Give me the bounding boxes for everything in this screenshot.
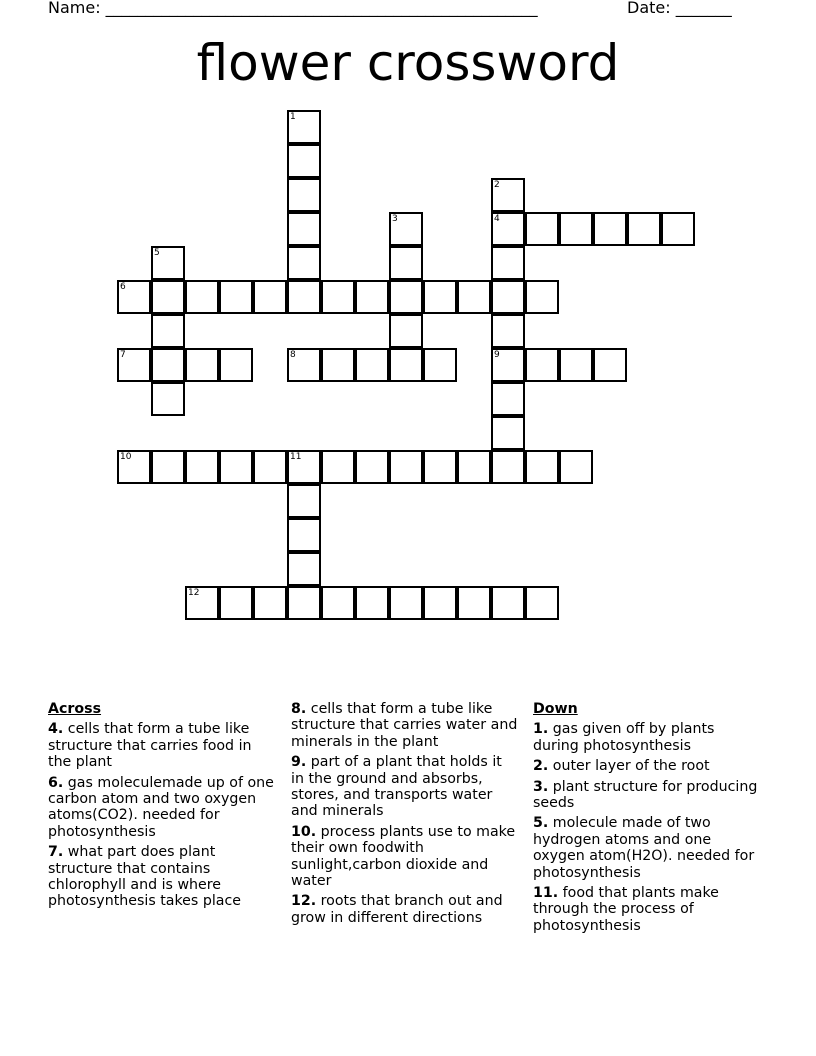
clue-text: molecule made of two hydrogen atoms and one oxygen atom(H2O). needed for photosynthesis xyxy=(533,815,755,881)
across-clue xyxy=(291,701,519,750)
down-heading: Down xyxy=(533,701,578,717)
across-clue xyxy=(48,775,276,841)
grid-cell[interactable] xyxy=(321,450,355,484)
grid-cell[interactable] xyxy=(457,586,491,620)
grid-cell[interactable] xyxy=(389,314,423,348)
clue-number: 4. xyxy=(48,721,64,738)
clue-number: 9. xyxy=(291,754,307,771)
down-clue xyxy=(533,779,761,812)
grid-cell[interactable] xyxy=(389,450,423,484)
clue-number-label: 4 xyxy=(494,214,500,224)
grid-cell[interactable] xyxy=(559,212,593,246)
grid-cell[interactable] xyxy=(491,586,525,620)
grid-cell[interactable] xyxy=(389,280,423,314)
clue-text: gas given off by plants during photosynthesis xyxy=(533,721,715,754)
grid-cell[interactable] xyxy=(287,586,321,620)
clue-number-label: 8 xyxy=(290,350,296,360)
grid-cell[interactable] xyxy=(151,280,185,314)
down-clue xyxy=(533,758,761,774)
grid-cell[interactable] xyxy=(253,586,287,620)
clue-text: process plants use to make their own foodwith sunlight,carbon dioxide and water xyxy=(291,823,516,890)
grid-cell[interactable] xyxy=(355,450,389,484)
down-clue xyxy=(533,815,761,881)
clue-number-label: 10 xyxy=(120,452,132,462)
grid-cell[interactable] xyxy=(321,348,355,382)
grid-cell[interactable] xyxy=(355,586,389,620)
grid-cell[interactable] xyxy=(525,212,559,246)
clue-number: 1. xyxy=(533,721,549,738)
grid-cell[interactable] xyxy=(423,586,457,620)
name-field-label[interactable]: Name: ______________________________________________________ xyxy=(48,0,538,17)
grid-cell[interactable] xyxy=(559,450,593,484)
clue-column-1 xyxy=(48,701,276,910)
grid-cell[interactable] xyxy=(389,348,423,382)
clue-number: 7. xyxy=(48,844,64,861)
across-heading: Across xyxy=(48,701,102,717)
grid-cell[interactable] xyxy=(491,212,525,246)
clue-column-2 xyxy=(291,701,519,926)
clue-number-label: 2 xyxy=(494,180,500,190)
grid-cell[interactable] xyxy=(491,314,525,348)
clue-text: food that plants make through the process of photosynthesis xyxy=(533,885,719,934)
grid-cell[interactable] xyxy=(525,586,559,620)
clue-number-label: 3 xyxy=(392,214,398,224)
clues-section xyxy=(48,701,778,1001)
grid-cell[interactable] xyxy=(355,280,389,314)
clue-number-label: 1 xyxy=(290,112,296,122)
down-clue xyxy=(533,885,761,934)
grid-cell[interactable] xyxy=(117,348,151,382)
clue-number: 6. xyxy=(48,774,64,791)
clue-number-label: 12 xyxy=(188,588,200,598)
grid-cell[interactable] xyxy=(151,348,185,382)
grid-cell[interactable] xyxy=(185,450,219,484)
grid-cell[interactable] xyxy=(525,348,559,382)
grid-cell[interactable] xyxy=(287,144,321,178)
grid-cell[interactable] xyxy=(287,518,321,552)
grid-cell[interactable] xyxy=(389,212,423,246)
across-clue xyxy=(291,824,519,890)
clue-number: 5. xyxy=(533,815,549,832)
grid-cell[interactable] xyxy=(491,450,525,484)
grid-cell[interactable] xyxy=(389,246,423,280)
clue-number: 11. xyxy=(533,885,559,902)
clue-text: cells that form a tube like structure that carries water and minerals in the plant xyxy=(291,701,518,750)
grid-cell[interactable] xyxy=(287,110,321,144)
grid-cell[interactable] xyxy=(151,314,185,348)
grid-cell[interactable] xyxy=(491,246,525,280)
grid-cell[interactable] xyxy=(287,450,321,484)
grid-cell[interactable] xyxy=(219,280,253,314)
across-clue xyxy=(291,754,519,820)
grid-cell[interactable] xyxy=(355,348,389,382)
clue-number: 10. xyxy=(291,823,317,840)
grid-cell[interactable] xyxy=(491,416,525,450)
grid-cell[interactable] xyxy=(423,280,457,314)
clue-number: 2. xyxy=(533,758,549,775)
grid-cell[interactable] xyxy=(457,280,491,314)
clue-number: 12. xyxy=(291,893,317,910)
clue-number-label: 11 xyxy=(290,452,302,462)
clue-number: 8. xyxy=(291,701,307,717)
grid-cell[interactable] xyxy=(287,348,321,382)
grid-cell[interactable] xyxy=(491,348,525,382)
clue-text: roots that branch out and grow in different directions xyxy=(291,893,503,926)
grid-cell[interactable] xyxy=(491,178,525,212)
grid-cell[interactable] xyxy=(389,586,423,620)
clue-text: gas moleculemade up of one carbon atom and two oxygen atoms(CO2). needed for photosynthesis xyxy=(48,774,274,840)
grid-cell[interactable] xyxy=(185,586,219,620)
grid-cell[interactable] xyxy=(491,280,525,314)
clue-number-label: 6 xyxy=(120,282,126,292)
grid-cell[interactable] xyxy=(287,212,321,246)
grid-cell[interactable] xyxy=(423,450,457,484)
grid-cell[interactable] xyxy=(457,450,491,484)
clue-text: part of a plant that holds it in the ground and absorbs, stores, and transports water and minerals xyxy=(291,754,502,820)
grid-cell[interactable] xyxy=(287,484,321,518)
grid-cell[interactable] xyxy=(627,212,661,246)
clue-text: cells that form a tube like structure that carries food in the plant xyxy=(48,721,252,771)
grid-cell[interactable] xyxy=(321,280,355,314)
grid-cell[interactable] xyxy=(593,348,627,382)
grid-cell[interactable] xyxy=(253,450,287,484)
clue-number: 3. xyxy=(533,778,549,795)
grid-cell[interactable] xyxy=(287,246,321,280)
grid-cell[interactable] xyxy=(287,178,321,212)
clue-column-3 xyxy=(533,701,761,934)
grid-cell[interactable] xyxy=(185,348,219,382)
grid-cell[interactable] xyxy=(525,280,559,314)
grid-cell[interactable] xyxy=(525,450,559,484)
grid-cell[interactable] xyxy=(151,382,185,416)
clue-number-label: 9 xyxy=(494,350,500,360)
page-title: flower crossword xyxy=(196,34,620,92)
grid-cell[interactable] xyxy=(219,586,253,620)
clue-text: plant structure for producing seeds xyxy=(533,778,758,812)
grid-cell[interactable] xyxy=(661,212,695,246)
grid-cell[interactable] xyxy=(219,348,253,382)
grid-cell[interactable] xyxy=(593,212,627,246)
grid-cell[interactable] xyxy=(117,280,151,314)
clue-number-label: 7 xyxy=(120,350,126,360)
grid-cell[interactable] xyxy=(559,348,593,382)
grid-cell[interactable] xyxy=(151,246,185,280)
clue-text: outer layer of the root xyxy=(548,758,710,775)
grid-cell[interactable] xyxy=(117,450,151,484)
clue-number-label: 5 xyxy=(154,248,160,258)
grid-cell[interactable] xyxy=(321,586,355,620)
clue-text: what part does plant structure that contains chlorophyll and is where photosynthesis takes place xyxy=(48,844,241,910)
across-clue xyxy=(291,893,519,926)
grid-cell[interactable] xyxy=(151,450,185,484)
grid-cell[interactable] xyxy=(287,552,321,586)
grid-cell[interactable] xyxy=(185,280,219,314)
across-clue xyxy=(48,721,276,770)
grid-cell[interactable] xyxy=(491,382,525,416)
grid-cell[interactable] xyxy=(219,450,253,484)
date-field-label[interactable]: Date: _______ xyxy=(627,0,732,17)
down-clue xyxy=(533,721,761,754)
grid-cell[interactable] xyxy=(287,280,321,314)
across-clue xyxy=(48,844,276,910)
grid-cell[interactable] xyxy=(253,280,287,314)
grid-cell[interactable] xyxy=(423,348,457,382)
